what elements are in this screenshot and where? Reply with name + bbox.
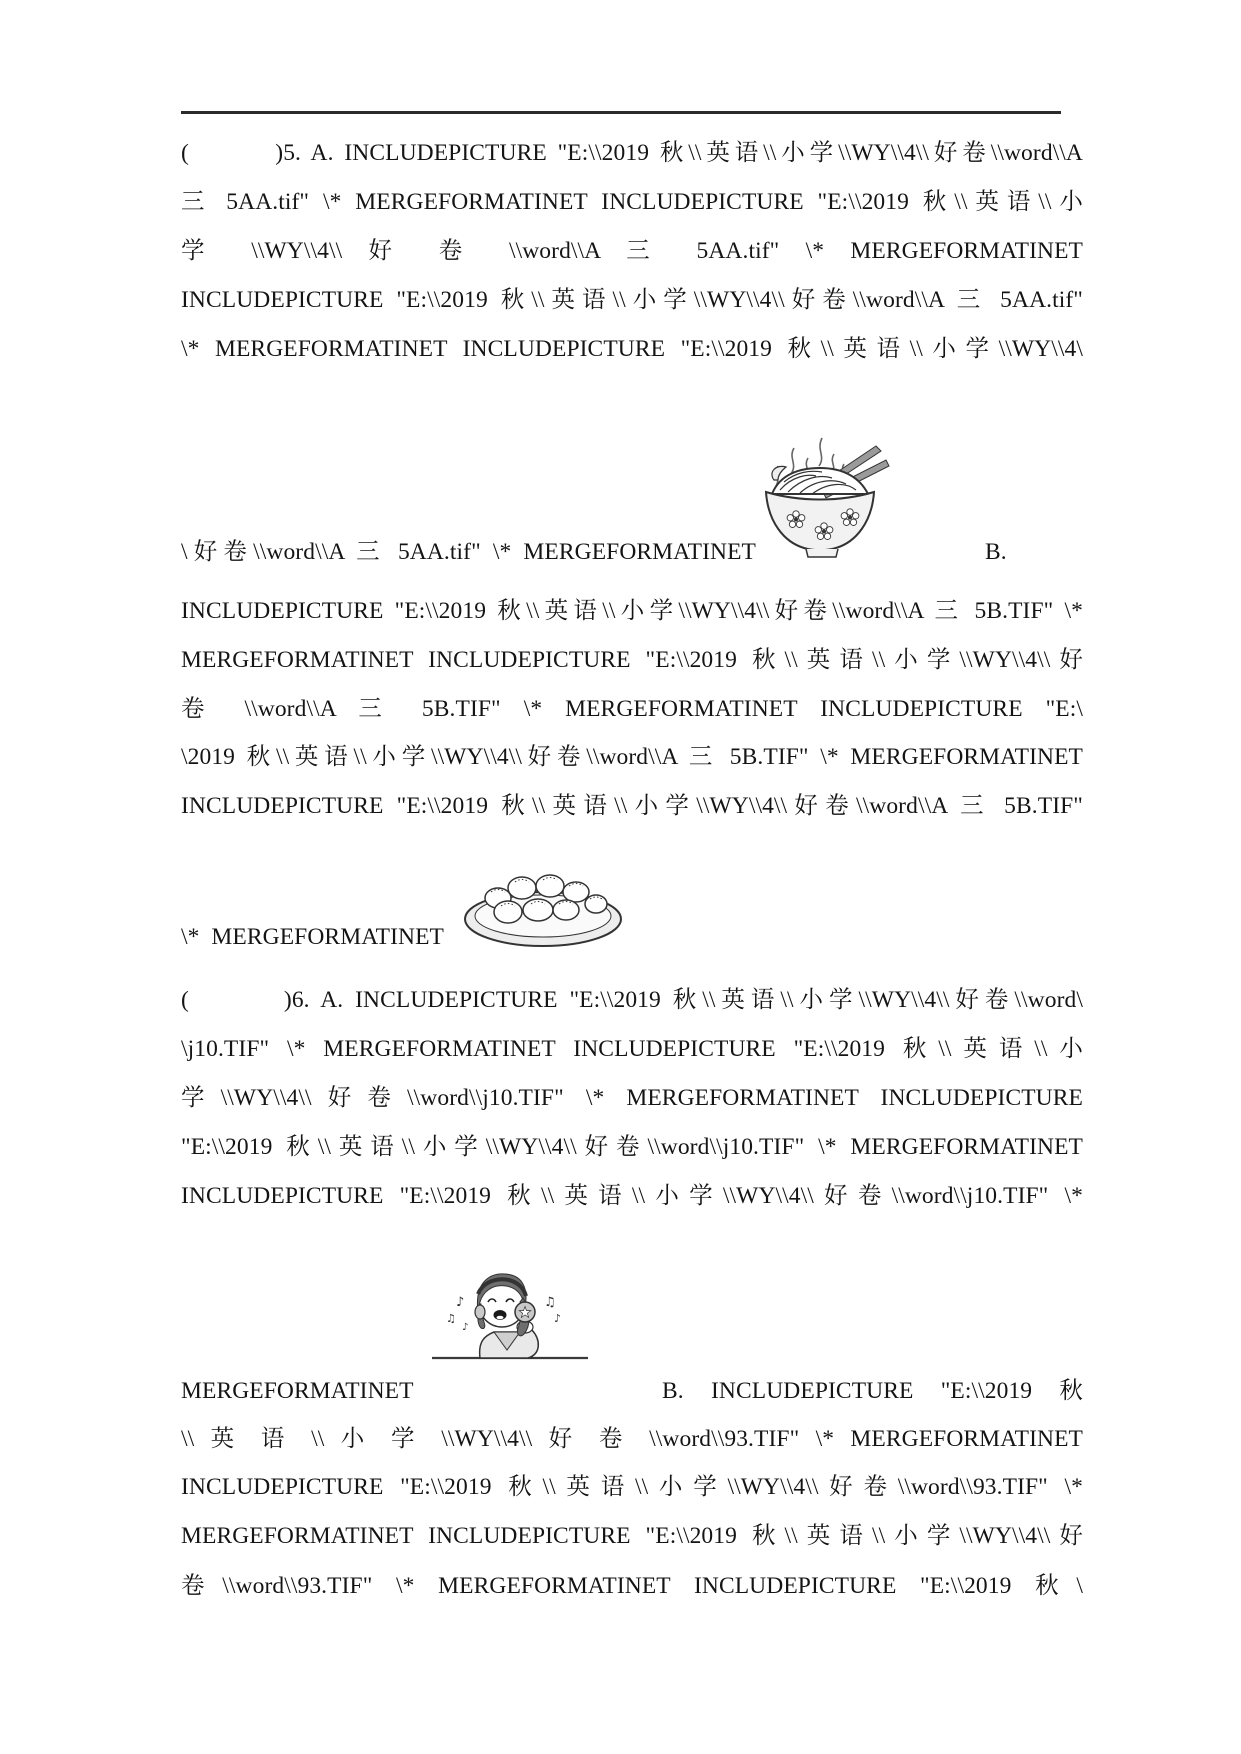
field-code-line: 三 5AA.tif" \* MERGEFORMATINET INCLUDEPICTURE "E:\\2019 秋\\英语\\小: [181, 189, 1083, 215]
field-code-line: B. INCLUDEPICTURE "E:\\2019 秋: [662, 1378, 1083, 1404]
noodle-bowl-image: [750, 430, 892, 560]
listening-girl-image: [428, 1270, 592, 1372]
bowl-icon: [766, 492, 874, 557]
noodle-bowl-illustration: [750, 430, 892, 560]
music-note-icon: ♪: [462, 1322, 469, 1333]
field-code-line: 卷\\word\\93.TIF" \* MERGEFORMATINET INCLUDEPICTURE "E:\\2019 秋\: [181, 1573, 1083, 1599]
music-note-icon: ♫: [446, 1312, 456, 1325]
field-code-line: 学\\WY\\4\\好卷\\word\\j10.TIF" \* MERGEFORMATINET INCLUDEPICTURE: [181, 1085, 1083, 1111]
music-note-icon: ♪: [554, 1312, 562, 1325]
field-code-line: \* MERGEFORMATINET: [181, 924, 445, 950]
music-note-icon: ♪: [456, 1295, 465, 1310]
field-code-line: \\ 英 语 \\ 小 学 \\WY\\4\\ 好 卷 \\word\\93.TIF" \* MERGEFORMATINET: [181, 1426, 1083, 1452]
field-code-line: MERGEFORMATINET INCLUDEPICTURE "E:\\2019 秋\\英语\\小学\\WY\\4\\好: [181, 1523, 1083, 1549]
field-code-line: INCLUDEPICTURE "E:\\2019 秋\\英语\\小学\\WY\\4\\好卷\\word\\A 三 5B.TIF": [181, 793, 1083, 819]
field-code-line: ( )6. A. INCLUDEPICTURE "E:\\2019 秋\\英语\\小学\\WY\\4\\好卷\\word\: [181, 987, 1083, 1013]
option-b-label: B.: [985, 539, 1007, 565]
noodles-icon: [772, 466, 868, 494]
field-code-line: 学 \\WY\\4\\ 好 卷 \\word\\A 三 5AA.tif" \* MERGEFORMATINET: [181, 238, 1083, 264]
music-note-icon: ♫: [544, 1295, 556, 1310]
field-code-line: "E:\\2019 秋\\英语\\小学\\WY\\4\\好卷\\word\\j10.TIF" \* MERGEFORMATINET: [181, 1134, 1083, 1160]
field-code-line: INCLUDEPICTURE "E:\\2019 秋\\英语\\小学\\WY\\4\\好卷\\word\\j10.TIF" \*: [181, 1183, 1083, 1209]
field-code-line: INCLUDEPICTURE "E:\\2019 秋\\英语\\小学\\WY\\4\\好卷\\word\\A 三 5B.TIF" \*: [181, 598, 1083, 624]
header-rule: [181, 111, 1061, 114]
field-code-line: INCLUDEPICTURE "E:\\2019 秋\\英语\\小学\\WY\\4\\好卷\\word\\93.TIF" \*: [181, 1474, 1083, 1500]
field-code-line: 卷 \\word\\A 三 5B.TIF" \* MERGEFORMATINET INCLUDEPICTURE "E:\: [181, 696, 1083, 722]
field-code-line: \* MERGEFORMATINET INCLUDEPICTURE "E:\\2019 秋\\英语\\小学\\WY\\4\: [181, 336, 1083, 362]
dumplings-illustration: [462, 858, 624, 950]
field-code-line: MERGEFORMATINET: [181, 1378, 414, 1404]
dumplings-plate-image: [462, 858, 624, 950]
field-code-line: MERGEFORMATINET INCLUDEPICTURE "E:\\2019 秋\\英语\\小学\\WY\\4\\好: [181, 647, 1083, 673]
field-code-line: ( )5. A. INCLUDEPICTURE "E:\\2019 秋\\英语\\小学\\WY\\4\\好卷\\word\\A: [181, 140, 1083, 166]
field-code-line: INCLUDEPICTURE "E:\\2019 秋\\英语\\小学\\WY\\4\\好卷\\word\\A 三 5AA.tif": [181, 287, 1083, 313]
listening-girl-illustration: [428, 1270, 592, 1372]
field-code-line: \2019 秋\\英语\\小学\\WY\\4\\好卷\\word\\A 三 5B.TIF" \* MERGEFORMATINET: [181, 744, 1083, 770]
field-code-line: \j10.TIF" \* MERGEFORMATINET INCLUDEPICTURE "E:\\2019 秋\\英语\\小: [181, 1036, 1083, 1062]
girl-head-icon: [475, 1274, 535, 1336]
field-code-line: \好卷\\word\\A 三 5AA.tif" \* MERGEFORMATINET: [181, 539, 756, 565]
